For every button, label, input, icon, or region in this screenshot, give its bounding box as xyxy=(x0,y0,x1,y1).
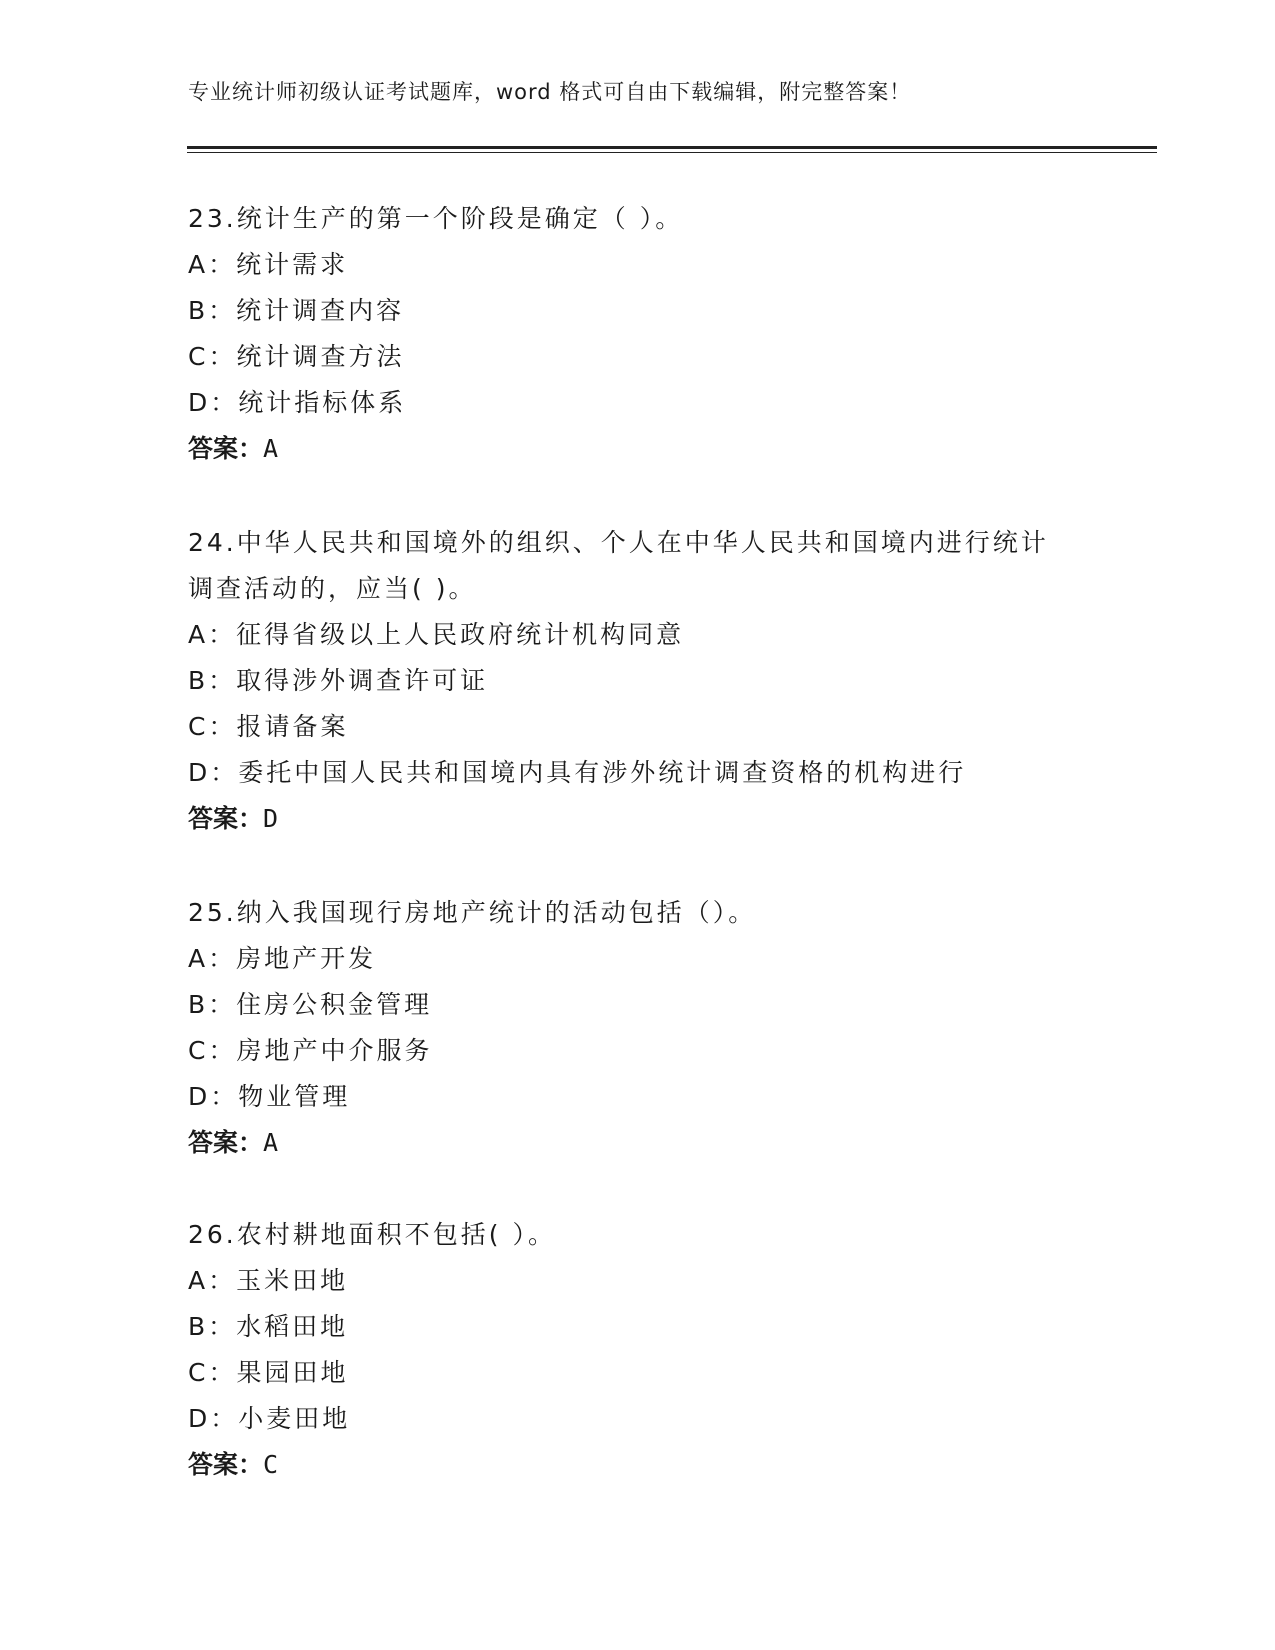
question-24 xyxy=(188,520,1088,842)
answer-label: 答案： xyxy=(188,1128,264,1157)
option-c: C：果园田地 xyxy=(188,1358,349,1387)
answer-label: 答案： xyxy=(188,804,264,833)
question-stem: 25.纳入我国现行房地产统计的活动包括（）。 xyxy=(188,898,757,927)
question-stem: 24.中华人民共和国境外的组织、个人在中华人民共和国境内进行统计 xyxy=(188,528,1049,557)
question-stem: 26.农村耕地面积不包括( ）。 xyxy=(188,1220,556,1249)
option-c: C：房地产中介服务 xyxy=(188,1036,433,1065)
option-a: A：房地产开发 xyxy=(188,944,377,973)
option-a: A：征得省级以上人民政府统计机构同意 xyxy=(188,620,685,649)
answer-value: D xyxy=(263,804,279,833)
answer-line xyxy=(188,426,1088,472)
option-a: A：玉米田地 xyxy=(188,1266,349,1295)
option-d: D：委托中国人民共和国境内具有涉外统计调查资格的机构进行 xyxy=(188,758,967,787)
answer-line xyxy=(188,796,1088,842)
question-23 xyxy=(188,196,1088,472)
answer-line xyxy=(188,1120,1088,1166)
answer-value: A xyxy=(263,434,279,463)
answer-value: C xyxy=(263,1450,279,1479)
option-a: A：统计需求 xyxy=(188,250,349,279)
question-stem: 23.统计生产的第一个阶段是确定（ ）。 xyxy=(188,204,684,233)
answer-value: A xyxy=(263,1128,279,1157)
question-25 xyxy=(188,890,1088,1166)
option-d: D：物业管理 xyxy=(188,1082,351,1111)
option-b: B：取得涉外调查许可证 xyxy=(188,666,489,695)
page-header: 专业统计师初级认证考试题库，word 格式可自由下载编辑，附完整答案！ xyxy=(188,80,912,104)
option-b: B：水稻田地 xyxy=(188,1312,349,1341)
option-b: B：统计调查内容 xyxy=(188,296,405,325)
question-26 xyxy=(188,1212,1088,1488)
question-stem-continued: 调查活动的，应当( )。 xyxy=(188,574,477,603)
option-c: C：报请备案 xyxy=(188,712,349,741)
option-d: D：统计指标体系 xyxy=(188,388,407,417)
option-b: B：住房公积金管理 xyxy=(188,990,433,1019)
answer-label: 答案： xyxy=(188,1450,264,1479)
header-divider xyxy=(187,146,1157,153)
answer-label: 答案： xyxy=(188,434,264,463)
option-c: C：统计调查方法 xyxy=(188,342,405,371)
answer-line xyxy=(188,1442,1088,1488)
option-d: D：小麦田地 xyxy=(188,1404,351,1433)
